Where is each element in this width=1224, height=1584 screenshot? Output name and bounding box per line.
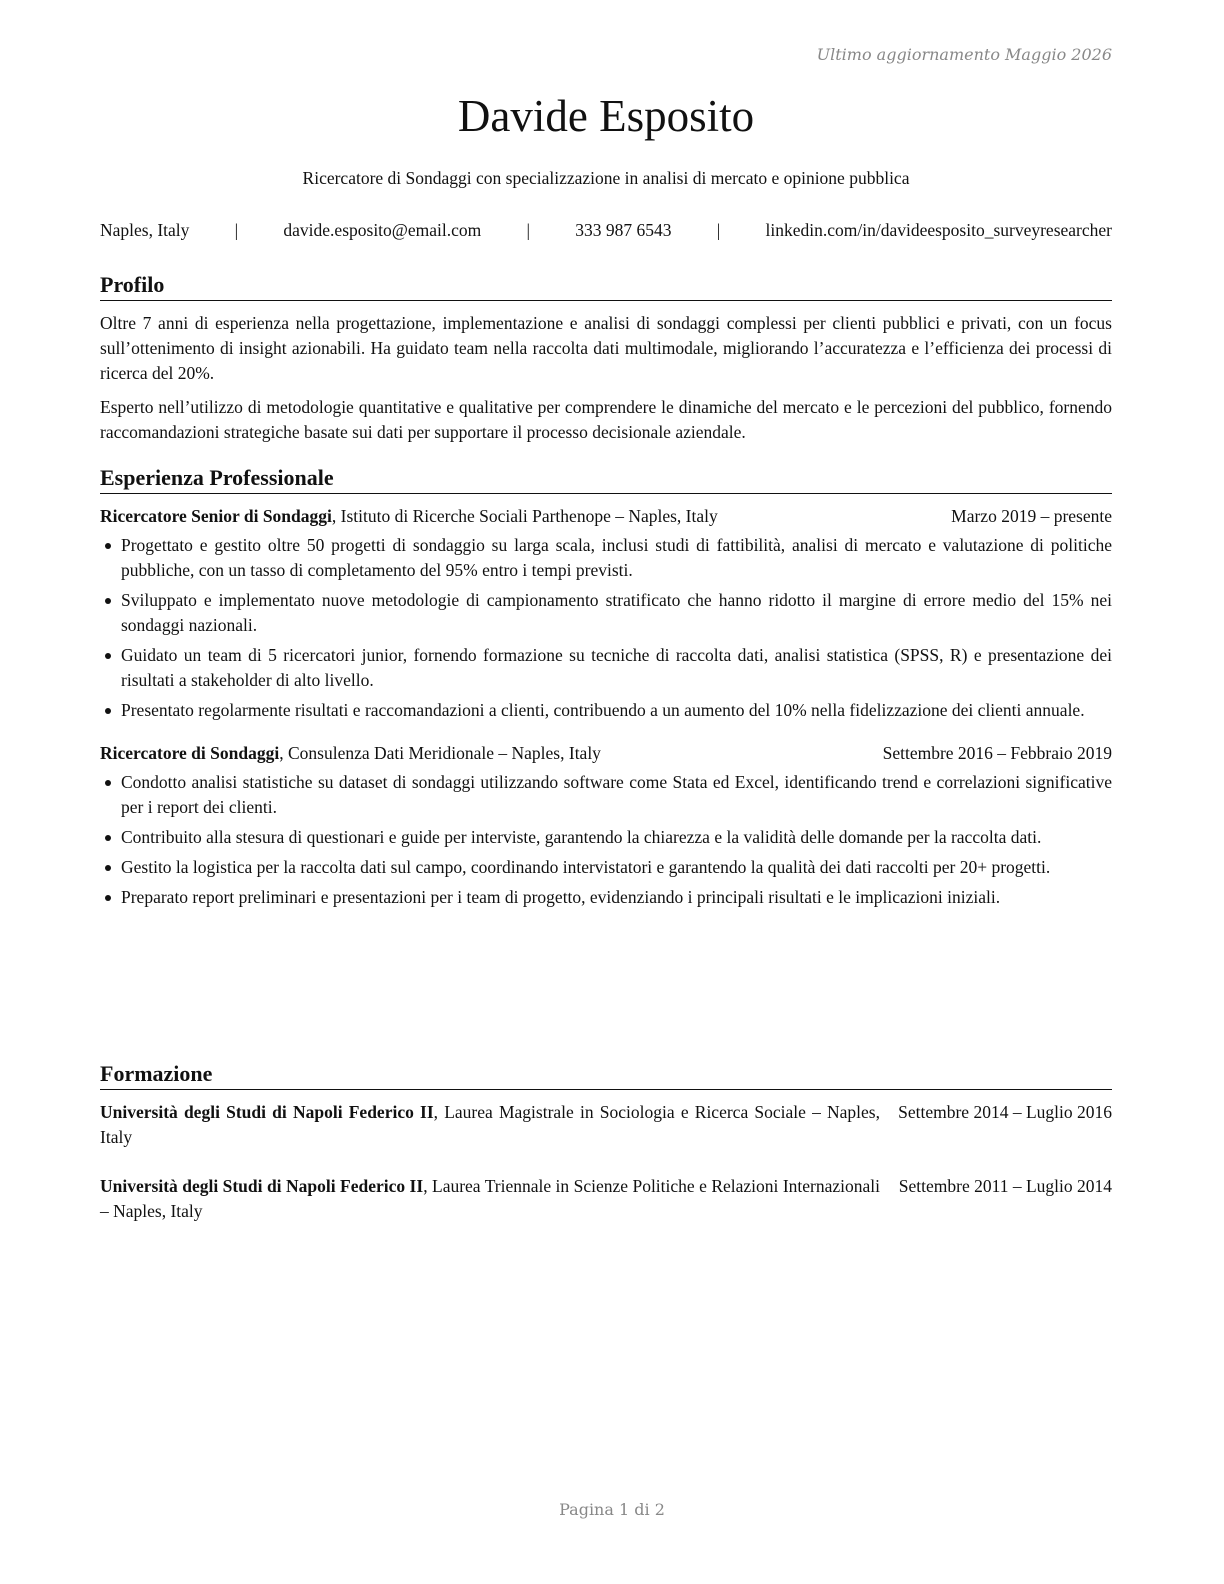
contact-separator: |: [716, 220, 721, 240]
section-education: [100, 1061, 1112, 1248]
job-header: [100, 504, 1112, 529]
profile-paragraph: Esperto nell’utilizzo di metodologie quantitative e qualitative per comprendere le dinamiche del mercato e le percezioni del pubblico, fornendo raccomandazioni strategiche basate sui dati per supportare il processo decisionale aziendale.: [100, 397, 1112, 442]
education-dates: Settembre 2011 – Luglio 2014: [898, 1176, 1112, 1196]
contact-email[interactable]: davide.esposito@email.com: [283, 220, 482, 240]
list-item: Condotto analisi statistiche su dataset di sondaggi utilizzando software come Stata ed Excel, identificando trend e correlazioni significative per i report dei clienti.: [100, 770, 1112, 820]
education-degree: , Laurea Magistrale in Sociologia e Ricerca Sociale – Naples, Italy: [100, 1102, 880, 1147]
contact-linkedin[interactable]: linkedin.com/in/davideesposito_surveyresearcher: [765, 220, 1112, 240]
contact-phone[interactable]: 333 987 6543: [575, 220, 672, 240]
section-title-profile: Profilo: [100, 272, 1112, 301]
job-dates: Settembre 2016 – Febbraio 2019: [882, 743, 1112, 763]
job-entry: [100, 504, 1112, 723]
job-company: , Consulenza Dati Meridionale – Naples, Italy: [279, 743, 601, 763]
section-experience: [100, 465, 1112, 915]
education-school: Università degli Studi di Napoli Federico II: [100, 1102, 434, 1122]
list-item: Contribuito alla stesura di questionari e guide per interviste, garantendo la chiarezza e la validità delle domande per la raccolta dati.: [100, 825, 1112, 850]
education-entry: [100, 1100, 1112, 1150]
education-dates: Settembre 2014 – Luglio 2016: [898, 1102, 1112, 1122]
education-entry: [100, 1174, 1112, 1224]
profile-paragraph: Oltre 7 anni di esperienza nella progettazione, implementazione e analisi di sondaggi complessi per clienti pubblici e privati, con un focus sull’ottenimento di insight azionabili. Ha guidato team nella raccolta dati multimodale, migliorando l’accuratezza e l’efficienza dei processi di ricerca del 20%.: [100, 313, 1112, 383]
section-title-experience: Esperienza Professionale: [100, 465, 1112, 494]
page-number: Pagina 1 di 2: [559, 1500, 665, 1519]
list-item: Guidato un team di 5 ricercatori junior, fornendo formazione su tecniche di raccolta dati, analisi statistica (SPSS, R) e presentazione dei risultati a stakeholder di alto livello.: [100, 643, 1112, 693]
contact-location: Naples, Italy: [100, 220, 190, 240]
job-bullets: [100, 533, 1112, 723]
headline: Ricercatore di Sondaggi con specializzazione in analisi di mercato e opinione pubblica: [302, 168, 910, 188]
job-role: Ricercatore di Sondaggi: [100, 743, 280, 763]
job-header: [100, 741, 1112, 766]
education-degree: , Laurea Triennale in Scienze Politiche e Relazioni Internazionali – Naples, Italy: [100, 1176, 880, 1221]
section-title-education: Formazione: [100, 1061, 1112, 1090]
section-profile: [100, 272, 1112, 454]
job-company: , Istituto di Ricerche Sociali Parthenope – Naples, Italy: [331, 506, 718, 526]
contact-separator: |: [234, 220, 239, 240]
job-entry: [100, 741, 1112, 910]
job-role: Ricercatore Senior di Sondaggi: [100, 506, 332, 526]
list-item: Preparato report preliminari e presentazioni per i team di progetto, evidenziando i principali risultati e le implicazioni iniziali.: [100, 885, 1112, 910]
resume-page: [100, 0, 1112, 1584]
list-item: Sviluppato e implementato nuove metodologie di campionamento stratificato che hanno ridotto il margine di errore medio del 15% nei sondaggi nazionali.: [100, 588, 1112, 638]
contact-separator: |: [526, 220, 531, 240]
candidate-name: Davide Esposito: [457, 91, 755, 141]
list-item: Gestito la logistica per la raccolta dati sul campo, coordinando intervistatori e garantendo la qualità dei dati raccolti per 20+ progetti.: [100, 855, 1112, 880]
list-item: Presentato regolarmente risultati e raccomandazioni a clienti, contribuendo a un aumento del 10% nella fidelizzazione dei clienti annuale.: [100, 698, 1112, 723]
list-item: Progettato e gestito oltre 50 progetti di sondaggio su larga scala, inclusi studi di fattibilità, analisi di mercato e valutazione di politiche pubbliche, con un tasso di completamento del 95% entro i tempi previsti.: [100, 533, 1112, 583]
job-dates: Marzo 2019 – presente: [951, 506, 1112, 526]
job-bullets: [100, 770, 1112, 910]
contact-bar: [100, 220, 1112, 241]
education-school: Università degli Studi di Napoli Federico II: [100, 1176, 424, 1196]
last-updated: Ultimo aggiornamento Maggio 2026: [816, 45, 1112, 64]
